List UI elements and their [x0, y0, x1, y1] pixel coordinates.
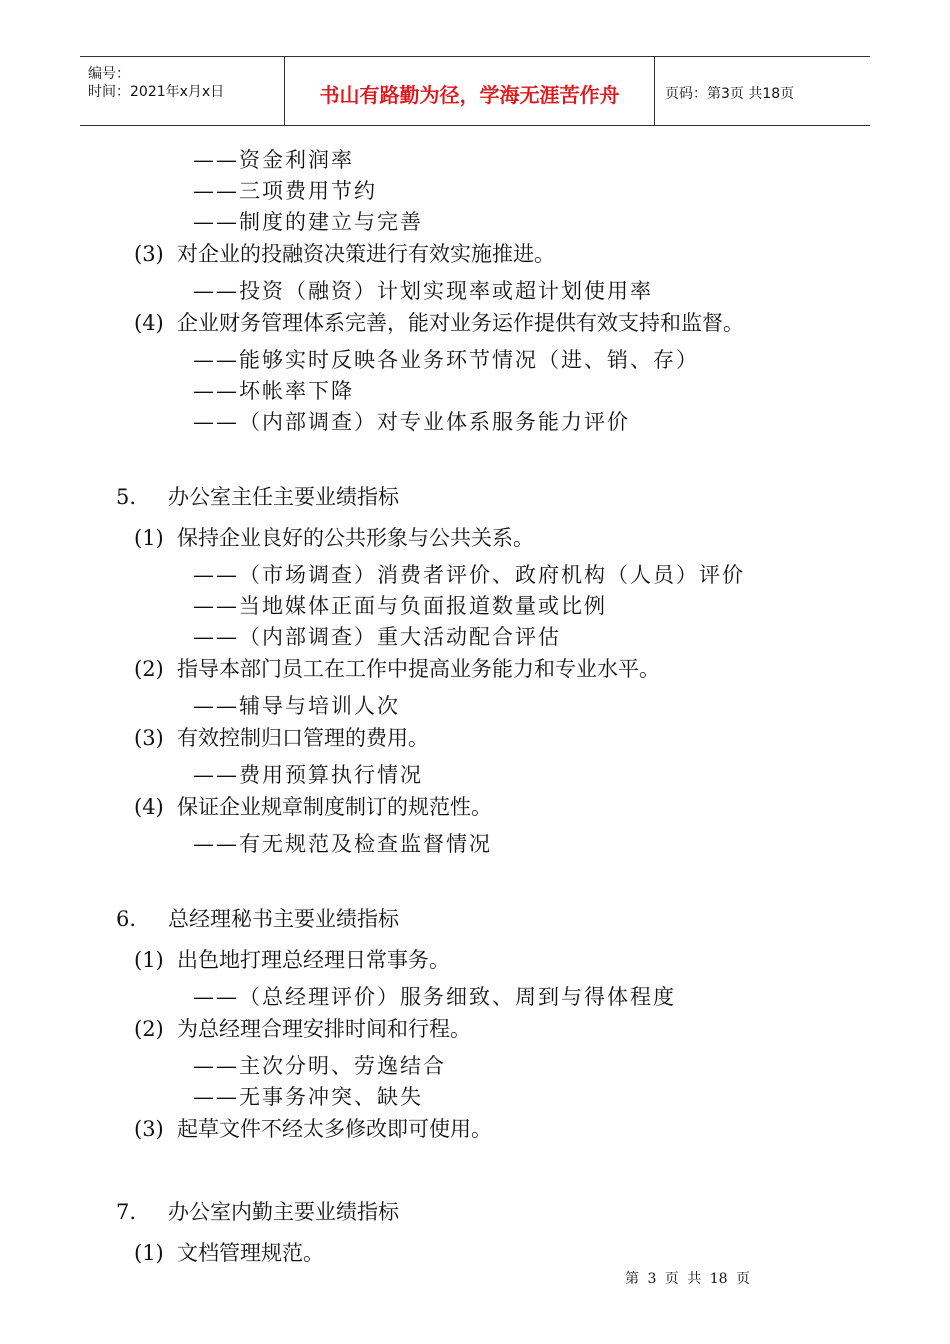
indicator-line: ——辅导与培训人次: [193, 694, 400, 718]
list-item: (2) 指导本部门员工在工作中提高业务能力和专业水平。: [134, 657, 660, 681]
page-header: [80, 56, 870, 126]
list-item: (3) 有效控制归口管理的费用。: [134, 726, 429, 750]
list-item: (3) 起草文件不经太多修改即可使用。: [134, 1117, 492, 1141]
header-motto-cell: [285, 57, 655, 125]
list-item: (1) 出色地打理总经理日常事务。: [134, 948, 450, 972]
indicator-line: ——（内部调查）对专业体系服务能力评价: [193, 410, 630, 434]
section-heading: 7. 办公室内勤主要业绩指标: [116, 1200, 399, 1224]
indicator-line: ——坏帐率下降: [193, 379, 354, 403]
list-item: (1) 保持企业良好的公共形象与公共关系。: [134, 526, 534, 550]
date-label: 时间：2021年x月x日: [88, 84, 225, 100]
indicator-line: ——（市场调查）消费者评价、政府机构（人员）评价: [193, 563, 745, 587]
section-heading: 5. 办公室主任主要业绩指标: [116, 485, 399, 509]
page-label: 页码：第3页 共18页: [665, 86, 795, 102]
indicator-line: ——能够实时反映各业务环节情况（进、销、存）: [193, 348, 699, 372]
indicator-line: ——资金利润率: [193, 148, 354, 172]
list-item: (4) 企业财务管理体系完善，能对业务运作提供有效支持和监督。: [134, 311, 744, 335]
indicator-line: ——主次分明、劳逸结合: [193, 1054, 446, 1078]
indicator-line: ——三项费用节约: [193, 179, 377, 203]
section-heading: 6. 总经理秘书主要业绩指标: [116, 907, 399, 931]
number-label: 编号：: [88, 66, 130, 82]
indicator-line: ——（总经理评价）服务细致、周到与得体程度: [193, 985, 676, 1009]
list-item: (3) 对企业的投融资决策进行有效实施推进。: [134, 242, 555, 266]
header-info-cell: [80, 57, 285, 125]
indicator-line: ——（内部调查）重大活动配合评估: [193, 625, 561, 649]
indicator-line: ——当地媒体正面与负面报道数量或比例: [193, 594, 607, 618]
page-footer: 第 3 页 共 18 页: [625, 1271, 750, 1287]
indicator-line: ——有无规范及检查监督情况: [193, 832, 492, 856]
list-item: (4) 保证企业规章制度制订的规范性。: [134, 795, 492, 819]
list-item: (2) 为总经理合理安排时间和行程。: [134, 1017, 471, 1041]
motto-text: 书山有路勤为径，学海无涯苦作舟: [319, 83, 620, 107]
indicator-line: ——无事务冲突、缺失: [193, 1085, 423, 1109]
indicator-line: ——制度的建立与完善: [193, 210, 423, 234]
header-page-cell: [655, 57, 870, 125]
list-item: (1) 文档管理规范。: [134, 1241, 324, 1265]
indicator-line: ——投资（融资）计划实现率或超计划使用率: [193, 279, 653, 303]
indicator-line: ——费用预算执行情况: [193, 763, 423, 787]
